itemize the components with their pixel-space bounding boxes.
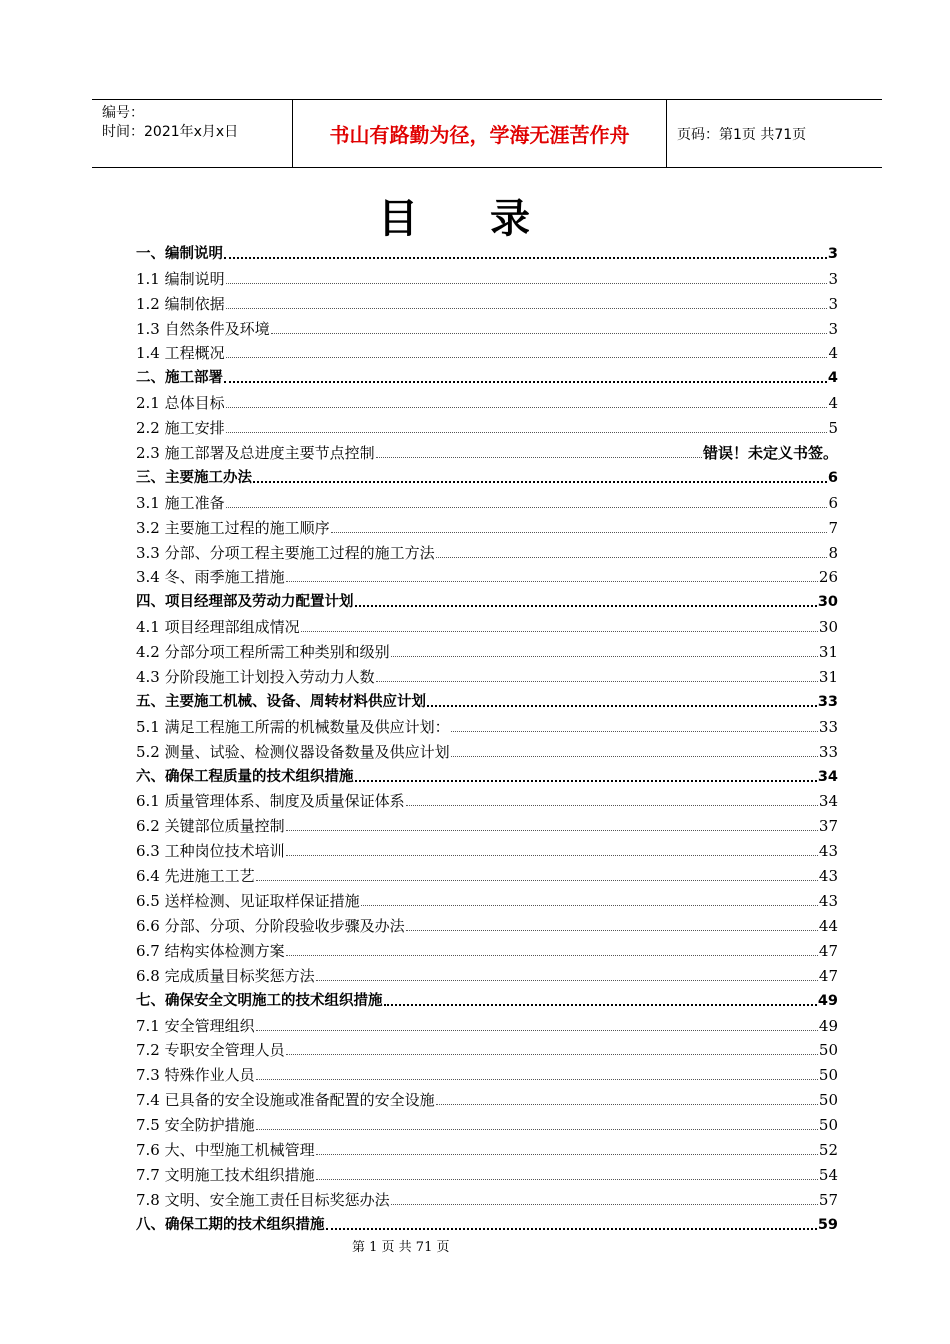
toc-entry-label: 八、确保工期的技术组织措施 bbox=[136, 1216, 325, 1233]
toc-entry-page: 3 bbox=[828, 269, 838, 288]
toc-entry[interactable] bbox=[136, 836, 838, 861]
toc-entry[interactable] bbox=[136, 1110, 838, 1135]
toc-entry[interactable] bbox=[136, 787, 838, 812]
toc-entry-page: 59 bbox=[817, 1216, 838, 1233]
toc-entry-page: 37 bbox=[818, 817, 838, 836]
toc-entry-label: 6.5 送样检测、见证取样保证措施 bbox=[136, 892, 360, 911]
toc-entry-page: 8 bbox=[828, 543, 838, 562]
doc-number-label: 编号： bbox=[102, 105, 144, 121]
toc-entry-page: 47 bbox=[818, 941, 838, 960]
toc-dot-leader bbox=[286, 1054, 818, 1055]
toc-entry-page: 57 bbox=[818, 1190, 838, 1209]
toc-entry[interactable] bbox=[136, 961, 838, 986]
toc-entry-label: 2.1 总体目标 bbox=[136, 394, 225, 413]
toc-entry-page: 50 bbox=[818, 1091, 838, 1110]
toc-dot-leader bbox=[286, 955, 818, 956]
toc-dot-leader bbox=[451, 756, 818, 757]
toc-entry[interactable] bbox=[136, 762, 838, 787]
toc-entry[interactable] bbox=[136, 737, 838, 762]
toc-entry-page: 3 bbox=[828, 294, 838, 313]
toc-entry[interactable] bbox=[136, 289, 838, 314]
toc-entry[interactable] bbox=[136, 314, 838, 339]
toc-dot-leader bbox=[391, 656, 818, 657]
toc-dot-leader bbox=[256, 880, 818, 881]
toc-dot-leader bbox=[226, 357, 828, 358]
toc-dot-leader bbox=[256, 1079, 818, 1080]
toc-entry-page: 4 bbox=[828, 394, 838, 413]
toc-entry[interactable] bbox=[136, 811, 838, 836]
toc-entry-page: 31 bbox=[818, 668, 838, 687]
toc-entry[interactable] bbox=[136, 438, 838, 463]
toc-entry-page: 43 bbox=[818, 867, 838, 886]
toc-entry-page: 52 bbox=[818, 1140, 838, 1159]
toc-entry-label: 6.8 完成质量目标奖惩方法 bbox=[136, 966, 315, 985]
toc-entry-page: 4 bbox=[828, 344, 838, 363]
toc-entry[interactable] bbox=[136, 911, 838, 936]
toc-dot-leader bbox=[301, 631, 818, 632]
toc-dot-leader bbox=[384, 1004, 817, 1006]
toc-dot-leader bbox=[376, 457, 702, 458]
toc-entry[interactable] bbox=[136, 986, 838, 1011]
toc-entry[interactable] bbox=[136, 662, 838, 687]
toc-entry-label: 5.2 测量、试验、检测仪器设备数量及供应计划 bbox=[136, 742, 450, 761]
toc-entry-label: 3.3 分部、分项工程主要施工过程的施工方法 bbox=[136, 543, 435, 562]
toc-entry[interactable] bbox=[136, 1135, 838, 1160]
toc-entry-page: 30 bbox=[817, 594, 838, 611]
toc-entry[interactable] bbox=[136, 264, 838, 289]
toc-entry[interactable] bbox=[136, 1085, 838, 1110]
toc-entry[interactable] bbox=[136, 563, 838, 588]
toc-entry-page: 34 bbox=[818, 792, 838, 811]
toc-entry-label: 2.3 施工部署及总进度主要节点控制 bbox=[136, 444, 375, 463]
toc-dot-leader bbox=[224, 257, 827, 259]
toc-entry[interactable] bbox=[136, 587, 838, 612]
toc-dot-leader bbox=[286, 830, 818, 831]
toc-entry-page: 33 bbox=[817, 693, 838, 710]
toc-entry-page: 50 bbox=[818, 1041, 838, 1060]
toc-entry-page: 4 bbox=[827, 370, 838, 387]
toc-entry[interactable] bbox=[136, 463, 838, 488]
toc-entry[interactable] bbox=[136, 637, 838, 662]
toc-entry-page: 3 bbox=[827, 245, 838, 262]
toc-entry-label: 7.6 大、中型施工机械管理 bbox=[136, 1140, 315, 1159]
toc-dot-leader bbox=[376, 681, 818, 682]
toc-entry-page: 6 bbox=[828, 493, 838, 512]
toc-entry-page: 26 bbox=[818, 568, 838, 587]
toc-entry-label: 1.1 编制说明 bbox=[136, 269, 225, 288]
toc-entry[interactable] bbox=[136, 413, 838, 438]
toc-entry-page: 5 bbox=[828, 419, 838, 438]
toc-entry[interactable] bbox=[136, 1011, 838, 1036]
toc-entry-label: 7.7 文明施工技术组织措施 bbox=[136, 1165, 315, 1184]
toc-entry-label: 4.2 分部分项工程所需工种类别和级别 bbox=[136, 643, 390, 662]
toc-entry-label: 二、施工部署 bbox=[136, 370, 223, 387]
toc-entry-label: 6.2 关键部位质量控制 bbox=[136, 817, 285, 836]
toc-entry[interactable] bbox=[136, 1036, 838, 1061]
toc-entry-label: 7.1 安全管理组织 bbox=[136, 1016, 255, 1035]
toc-dot-leader bbox=[316, 1154, 818, 1155]
toc-dot-leader bbox=[436, 1104, 818, 1105]
toc-entry-page: 43 bbox=[818, 892, 838, 911]
toc-dot-leader bbox=[226, 283, 828, 284]
toc-entry-page: 33 bbox=[818, 717, 838, 736]
header-meta bbox=[92, 100, 293, 167]
toc-dot-leader bbox=[427, 705, 817, 707]
toc-entry-label: 三、主要施工办法 bbox=[136, 469, 252, 486]
toc-dot-leader bbox=[436, 557, 828, 558]
toc-entry-page: 47 bbox=[818, 966, 838, 985]
toc-entry[interactable] bbox=[136, 363, 838, 388]
toc-entry[interactable] bbox=[136, 936, 838, 961]
toc-entry-page: 33 bbox=[818, 742, 838, 761]
toc-entry[interactable] bbox=[136, 339, 838, 364]
toc-entry-label: 7.3 特殊作业人员 bbox=[136, 1066, 255, 1085]
toc-entry[interactable] bbox=[136, 687, 838, 712]
toc-entry-label: 6.3 工种岗位技术培训 bbox=[136, 842, 285, 861]
toc-entry-label: 3.1 施工准备 bbox=[136, 493, 225, 512]
toc-dot-leader bbox=[271, 333, 828, 334]
toc-entry[interactable] bbox=[136, 1160, 838, 1185]
toc-entry-page: 错误！未定义书签。 bbox=[702, 444, 838, 463]
toc-entry-label: 五、主要施工机械、设备、周转材料供应计划 bbox=[136, 693, 426, 710]
page-footer: 第 1 页 共 71 页 bbox=[352, 1240, 450, 1255]
toc-entry-page: 50 bbox=[818, 1066, 838, 1085]
toc-entry-label: 七、确保安全文明施工的技术组织措施 bbox=[136, 992, 383, 1009]
toc-entry[interactable] bbox=[136, 538, 838, 563]
toc-entry-label: 7.8 文明、安全施工责任目标奖惩办法 bbox=[136, 1190, 390, 1209]
toc-entry-label: 6.6 分部、分项、分阶段验收步骤及办法 bbox=[136, 916, 405, 935]
toc-dot-leader bbox=[253, 481, 827, 483]
toc-entry-label: 6.1 质量管理体系、制度及质量保证体系 bbox=[136, 792, 405, 811]
toc-dot-leader bbox=[355, 780, 817, 782]
toc-entry-page: 43 bbox=[818, 842, 838, 861]
toc-dot-leader bbox=[355, 605, 817, 607]
toc-entry[interactable] bbox=[136, 1060, 838, 1085]
toc-entry[interactable] bbox=[136, 388, 838, 413]
toc-entry-page: 50 bbox=[818, 1116, 838, 1135]
toc-dot-leader bbox=[361, 905, 818, 906]
toc-entry-page: 34 bbox=[817, 768, 838, 785]
toc-entry-label: 一、编制说明 bbox=[136, 245, 223, 262]
toc-dot-leader bbox=[326, 1228, 817, 1230]
toc-entry-label: 7.4 已具备的安全设施或准备配置的安全设施 bbox=[136, 1091, 435, 1110]
toc-entry-label: 3.4 冬、雨季施工措施 bbox=[136, 568, 285, 587]
table-of-contents bbox=[136, 239, 838, 1235]
toc-dot-leader bbox=[331, 532, 828, 533]
toc-entry-page: 54 bbox=[818, 1165, 838, 1184]
toc-entry-page: 44 bbox=[818, 916, 838, 935]
toc-entry-page: 49 bbox=[817, 992, 838, 1009]
header-motto: 书山有路勤为径，学海无涯苦作舟 bbox=[293, 100, 667, 167]
toc-entry-label: 7.2 专职安全管理人员 bbox=[136, 1041, 285, 1060]
toc-dot-leader bbox=[391, 1204, 818, 1205]
toc-entry[interactable] bbox=[136, 513, 838, 538]
toc-entry[interactable] bbox=[136, 612, 838, 637]
document-header bbox=[92, 99, 882, 168]
toc-entry-page: 31 bbox=[818, 643, 838, 662]
toc-entry[interactable] bbox=[136, 239, 838, 264]
toc-dot-leader bbox=[226, 432, 828, 433]
toc-entry-label: 1.4 工程概况 bbox=[136, 344, 225, 363]
toc-entry-page: 7 bbox=[828, 518, 838, 537]
toc-dot-leader bbox=[224, 381, 827, 383]
toc-entry[interactable] bbox=[136, 712, 838, 737]
toc-entry-label: 7.5 安全防护措施 bbox=[136, 1116, 255, 1135]
toc-dot-leader bbox=[256, 1129, 818, 1130]
toc-entry[interactable] bbox=[136, 861, 838, 886]
toc-dot-leader bbox=[406, 930, 818, 931]
toc-dot-leader bbox=[286, 581, 818, 582]
toc-entry-label: 4.3 分阶段施工计划投入劳动力人数 bbox=[136, 668, 375, 687]
toc-entry-label: 3.2 主要施工过程的施工顺序 bbox=[136, 518, 330, 537]
toc-dot-leader bbox=[226, 407, 828, 408]
toc-entry-page: 3 bbox=[828, 319, 838, 338]
toc-dot-leader bbox=[286, 855, 818, 856]
toc-dot-leader bbox=[316, 980, 818, 981]
toc-entry-page: 49 bbox=[818, 1016, 838, 1035]
toc-dot-leader bbox=[226, 308, 828, 309]
toc-entry-page: 6 bbox=[827, 469, 838, 486]
toc-entry-label: 2.2 施工安排 bbox=[136, 419, 225, 438]
header-page-info: 页码：第1页 共71页 bbox=[677, 126, 807, 143]
page-title: 目录 bbox=[378, 195, 602, 242]
toc-entry-label: 5.1 满足工程施工所需的机械数量及供应计划： bbox=[136, 717, 450, 736]
toc-entry-label: 6.7 结构实体检测方案 bbox=[136, 941, 285, 960]
toc-dot-leader bbox=[256, 1030, 818, 1031]
toc-entry[interactable] bbox=[136, 1210, 838, 1235]
toc-dot-leader bbox=[406, 805, 818, 806]
doc-time-label: 时间：2021年x月x日 bbox=[102, 124, 239, 140]
toc-entry[interactable] bbox=[136, 886, 838, 911]
toc-entry-label: 6.4 先进施工工艺 bbox=[136, 867, 255, 886]
toc-entry-label: 1.3 自然条件及环境 bbox=[136, 319, 270, 338]
toc-entry-page: 30 bbox=[818, 618, 838, 637]
toc-entry-label: 六、确保工程质量的技术组织措施 bbox=[136, 768, 354, 785]
toc-entry[interactable] bbox=[136, 488, 838, 513]
toc-dot-leader bbox=[316, 1179, 818, 1180]
toc-entry-label: 4.1 项目经理部组成情况 bbox=[136, 618, 300, 637]
toc-entry[interactable] bbox=[136, 1185, 838, 1210]
toc-entry-label: 四、项目经理部及劳动力配置计划 bbox=[136, 594, 354, 611]
toc-dot-leader bbox=[226, 507, 828, 508]
toc-entry-label: 1.2 编制依据 bbox=[136, 294, 225, 313]
toc-dot-leader bbox=[451, 731, 818, 732]
